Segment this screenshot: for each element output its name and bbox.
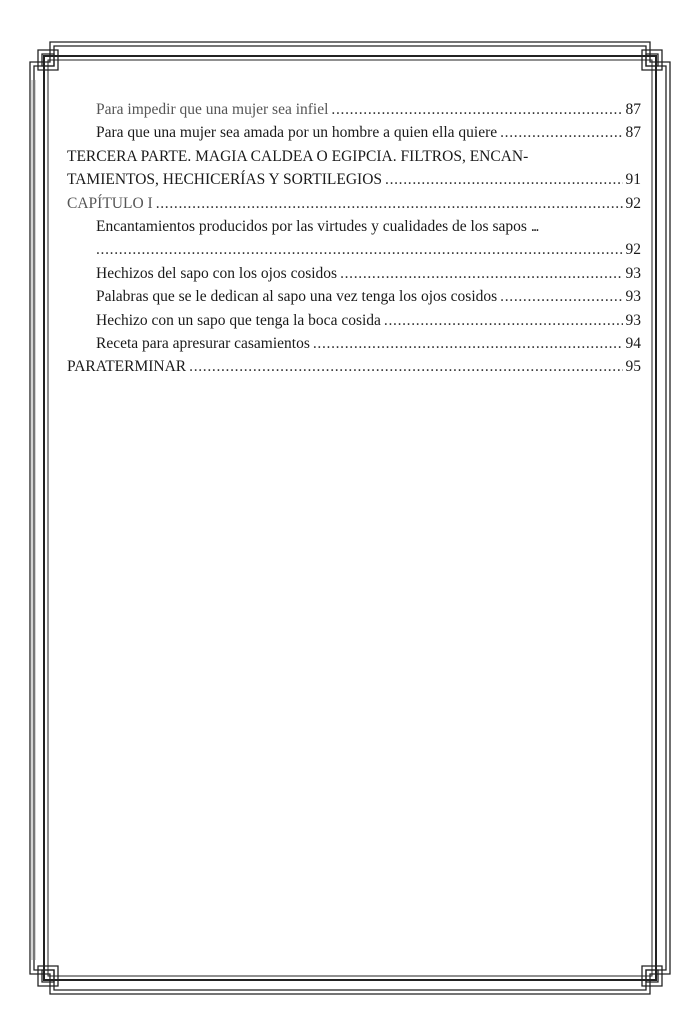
dot-leader bbox=[384, 309, 623, 332]
toc-entry-title: PARATERMINAR bbox=[67, 358, 187, 376]
toc-entry-title: CAPÍTULO I bbox=[67, 194, 153, 212]
dot-leader bbox=[96, 238, 623, 261]
table-of-contents bbox=[67, 98, 641, 379]
toc-entry-page: 87 bbox=[625, 101, 641, 118]
toc-entry bbox=[67, 332, 641, 355]
toc-entry bbox=[67, 309, 641, 332]
toc-entry-page: 95 bbox=[625, 358, 641, 376]
toc-entry-title: Para impedir que una mujer sea infiel bbox=[96, 101, 329, 118]
toc-entry bbox=[67, 98, 641, 121]
toc-entry-page: 91 bbox=[625, 171, 641, 189]
toc-entry-page: 87 bbox=[625, 124, 641, 142]
toc-entry-page: 93 bbox=[625, 288, 641, 306]
dot-leader bbox=[313, 332, 623, 355]
toc-entry bbox=[67, 238, 641, 261]
toc-entry-page: 92 bbox=[625, 194, 641, 212]
toc-entry-title: Hechizos del sapo con los ojos cosidos bbox=[96, 264, 338, 282]
toc-entry bbox=[67, 121, 641, 144]
dot-leader bbox=[385, 168, 622, 191]
toc-entry-title: TAMIENTOS, HECHICERÍAS Y SORTILEGIOS bbox=[67, 171, 383, 189]
dot-leader bbox=[500, 285, 622, 308]
toc-entry bbox=[67, 355, 641, 378]
dot-leader bbox=[156, 192, 623, 215]
dot-leader bbox=[340, 262, 622, 285]
toc-entry bbox=[67, 285, 641, 308]
toc-entry-title-line: TERCERA PARTE. MAGIA CALDEA O EGIPCIA. FILTROS, ENCAN- bbox=[67, 147, 529, 165]
toc-entry-page: 94 bbox=[625, 335, 641, 353]
toc-entry-title: Receta para apresurar casamientos bbox=[96, 335, 310, 353]
toc-entry bbox=[67, 168, 641, 191]
toc-entry bbox=[67, 262, 641, 285]
toc-entry-title: Para que una mujer sea amada por un hombre a quien ella quiere bbox=[96, 124, 498, 142]
toc-entry-page: 93 bbox=[625, 311, 641, 329]
toc-entry-tail: ... bbox=[530, 218, 538, 236]
dot-leader bbox=[500, 121, 622, 144]
toc-entry bbox=[67, 215, 641, 238]
toc-entry-title: Encantamientos producidos por las virtudes y cualidades de los sapos bbox=[96, 218, 527, 236]
toc-entry-page: 92 bbox=[625, 241, 641, 259]
toc-entry-page: 93 bbox=[625, 264, 641, 282]
dot-leader bbox=[189, 355, 622, 378]
toc-entry bbox=[67, 192, 641, 215]
toc-entry-title: Palabras que se le dedican al sapo una vez tenga los ojos cosidos bbox=[96, 288, 498, 306]
dot-leader bbox=[331, 98, 622, 121]
toc-entry-title: Hechizo con un sapo que tenga la boca cosida bbox=[96, 311, 381, 329]
